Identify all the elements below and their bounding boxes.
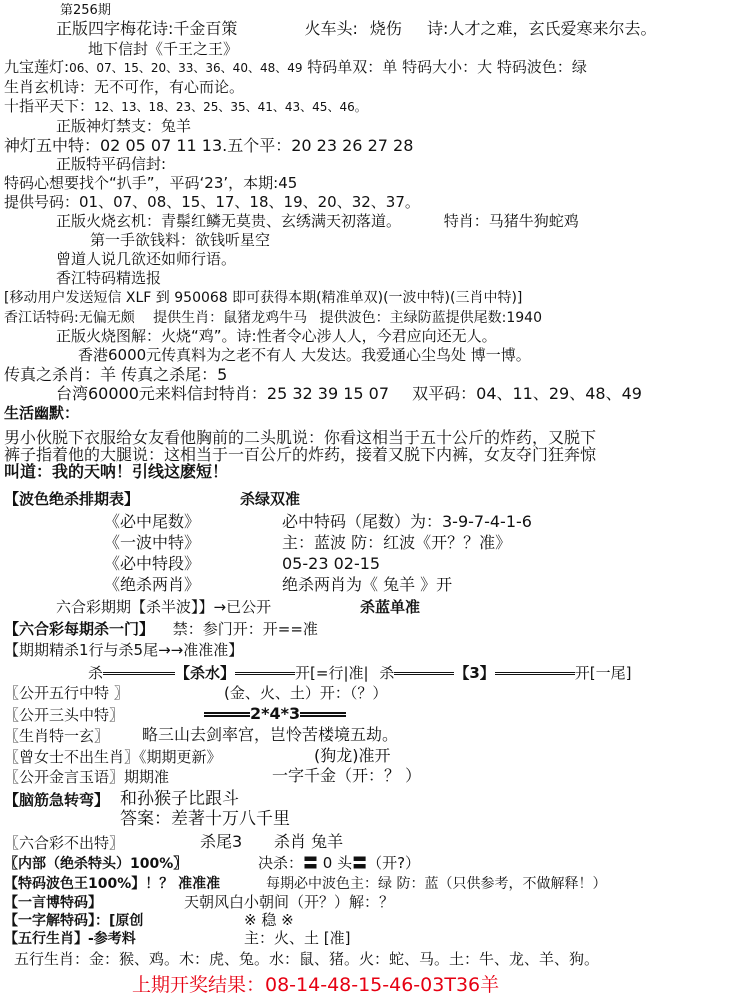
yizi-label: 【一字解特码】：[原创 — [4, 913, 144, 929]
bose-row-2-value: 主：蓝波 防：红波《开？？准》 — [282, 533, 512, 552]
wuxing-sx-label: 【五行生肖】-参考料 — [4, 931, 136, 947]
buchu-sha-wei: 杀尾3 — [200, 832, 243, 851]
yizi-value: ※ 稳 ※ — [244, 911, 294, 929]
yiyan-value: 天朝风白小朝间（开？）解：？ — [184, 893, 395, 911]
danshuang: 特码单双：单 — [307, 58, 398, 76]
shendeng-line: 神灯五中特：02 05 07 11 13.五个平：20 23 26 27 28 — [4, 136, 414, 155]
huayu: 香江话特码:无偏无颇 — [4, 310, 135, 326]
kai-wei: 开[一尾] — [574, 664, 632, 682]
bose-row-1-label: 《必中尾数》 — [104, 512, 201, 531]
huochetou-label: 火车头: — [304, 19, 358, 38]
tigong-bose: 提供波色：主绿防蓝提供尾数:1940 — [319, 310, 542, 326]
sha-bar-4 — [495, 672, 575, 675]
humor-line-3: 叫道：我的天呐！引线这麽短！ — [4, 462, 229, 481]
jiubao-label: 九宝莲灯: — [4, 58, 70, 76]
wang-label: 【特码波色王100%】！？ 准准准 — [4, 876, 221, 892]
sanxiao-value-line — [204, 706, 346, 722]
neibu-value: 决杀：〓 0 头〓（开?） — [258, 854, 421, 872]
liuhecai-qiqi-label: 六合彩期期【杀半波】】→已公开 — [56, 598, 272, 616]
sha-bar-3 — [394, 672, 454, 675]
huochetou-value: 烧伤 — [369, 19, 402, 38]
meihua-value: 千金百策 — [173, 19, 238, 38]
shizhi-numbers: 12、13、18、23、25、35、41、43、45、46。 — [94, 100, 367, 114]
poem-value: 人才之难，玄氏爱寒来尔去。 — [448, 19, 657, 38]
shendeng-jinzhi: 正版神灯禁支：兔羊 — [56, 117, 192, 135]
hk6000-line: 香港6000元传真料为之老不有人 大发达。我爱通心尘鸟处 博一博。 — [78, 346, 531, 364]
naojin-question: 和孙猴子比跟斗 — [120, 789, 239, 809]
bose-sha-title: 【波色绝杀排期表】 — [4, 490, 140, 508]
yimen-label: 【六合彩每期杀一门】 — [4, 620, 155, 638]
liuhecai-qiqi-value: 杀蓝单准 — [360, 598, 421, 616]
sanxiao-value: 2*4*3 — [250, 704, 301, 723]
taiwan-line — [56, 386, 642, 402]
sanxiao-bar-right — [300, 712, 346, 717]
sha-2: 杀 — [379, 664, 395, 682]
shashui: 【杀水】 — [175, 664, 236, 682]
yiyan-label: 【一言博特码】 — [4, 895, 102, 911]
sha-1: 杀 — [88, 664, 104, 682]
huoshao-line — [56, 214, 579, 229]
yimen-line — [4, 622, 318, 637]
humor-line-2: 裤子指着他的大腿说：这相当于一百公斤的炸药，接着又脱下内裤，女友夺门狂奔惊 — [4, 445, 597, 464]
buchu-sha-xiao: 杀肖 兔羊 — [274, 832, 344, 851]
meihua-label: 正版四字梅花诗: — [56, 19, 174, 38]
wuxing-list: 五行生肖：金：猴、鸡。木：虎、兔。水：鼠、猪。火：蛇、马。土：牛、龙、羊、狗。 — [14, 950, 600, 968]
humor-line-1: 男小伙脱下衣服给女友看他胸前的二头肌说：你看这相当于五十公斤的炸药，又脱下 — [4, 428, 597, 447]
jinyu-value: 一字千金（开：？ ） — [272, 766, 422, 785]
zengnvshi-label: 〖曾女士不出生肖〗《期期更新》 — [4, 748, 222, 766]
naojin-answer: 答案：差著十万八千里 — [120, 809, 290, 829]
bose-sha-title-value: 杀绿双准 — [240, 490, 301, 508]
jingsha-title: 【期期精杀1行与杀5尾→→准准准】 — [4, 641, 244, 659]
xuanji-poem: 生肖玄机诗：无不可作，有心而论。 — [4, 78, 245, 96]
tigong-shengxiao: 提供生肖：鼠猪龙鸡牛马 — [153, 310, 308, 326]
sanxiao-label: 〖公开三头中特〗 — [4, 706, 125, 724]
issue-number: 第256期 — [60, 3, 111, 18]
bose-row-4-label: 《绝杀两肖》 — [104, 575, 201, 594]
taiwan-texiao: 台湾60000元来料信封特肖：25 32 39 15 07 — [56, 384, 390, 403]
wang-value: 每期必中波色主：绿 防：蓝（只供参考，不做解释！） — [266, 876, 607, 892]
xianggang-huayu-line — [4, 311, 542, 325]
poem-label: 诗: — [427, 19, 449, 38]
shengxiao-tey-label: 〖生肖特一玄〗 — [4, 727, 110, 745]
jinyu-label: 〖公开金言玉语〗期期准 — [4, 768, 170, 786]
neibu-label: 〖内部（绝杀特头）100%〗 — [4, 856, 188, 872]
bose-row-3-label: 《必中特段》 — [104, 554, 201, 573]
sha-line — [88, 666, 632, 681]
xianggang-title: 香江特码精选报 — [56, 269, 162, 287]
dixia-envelope: 地下信封《千王之王》 — [88, 40, 239, 58]
humor-title: 生活幽默： — [4, 404, 80, 422]
sha-bar-2 — [235, 672, 295, 675]
qianliao-line: 第一手欲钱料：欲钱听星空 — [90, 231, 271, 249]
bose: 特码波色：绿 — [496, 58, 587, 76]
zengnvshi-value: (狗龙)准开 — [314, 746, 391, 765]
wuxing-zhongte-value: (金、火、土）开：（？） — [224, 684, 388, 702]
bose-row-4-value: 绝杀两肖为《 兔羊 》开 — [282, 575, 453, 594]
daxiao: 特码大小：大 — [402, 58, 493, 76]
wuxing-sx-value: 主：火、土 [准] — [244, 929, 351, 947]
sha-bar-1 — [103, 672, 175, 675]
jiubao-numbers: 06、07、15、20、33、36、40、48、49 — [69, 61, 303, 75]
num3: 【3】 — [454, 664, 495, 682]
shengxiao-tey-value: 略三山去剑率宫，岂怜苦楼境五劫。 — [142, 725, 399, 744]
naojin-label: 【脑筋急转弯】 — [4, 791, 110, 809]
shizhi-line — [4, 99, 367, 114]
jiubao-line — [4, 60, 587, 75]
tujie-line: 正版火烧图解：火烧“鸡”。诗:性者令心涉人人，今君应向还无人。 — [56, 327, 497, 345]
shizhi-label: 十指平天下： — [4, 97, 95, 115]
tepingma-title: 正版特平码信封: — [56, 155, 167, 173]
wuxing-zhongte-label: 〖公开五行中特 〗 — [4, 684, 129, 702]
bose-row-1-value: 必中特码（尾数）为：3-9-7-4-1-6 — [282, 512, 532, 531]
huoshao-xuanji: 正版火烧玄机：青鬃红鳞无莫贵、玄绣满天初落道。 — [56, 212, 402, 230]
yimen-value: 禁：参门开：开==准 — [172, 620, 318, 638]
taiwan-shuangping: 双平码：04、11、29、48、49 — [412, 384, 642, 403]
bose-row-2-label: 《一波中特》 — [104, 533, 201, 552]
xinxiang-line: 特码心想要找个“扒手”，平码‘23’，本期:45 — [4, 174, 298, 192]
bose-row-3-value: 05-23 02-15 — [282, 554, 381, 573]
kai-hang: 开[=行|准| — [295, 664, 369, 682]
chuanzhen-line: 传真之杀肖：羊 传真之杀尾：5 — [4, 365, 228, 384]
sms-line: [移动用户发送短信 XLF 到 950068 即可获得本期(精准单双)(一波中特)(三肖中特)] — [4, 290, 523, 306]
last-draw-result: 上期开奖结果：08-14-48-15-46-03T36羊 — [132, 974, 500, 996]
zengdao-line: 曾道人说几欲还如师行语。 — [56, 250, 237, 268]
meihua-line — [56, 21, 656, 37]
sanxiao-bar-left — [204, 712, 250, 717]
tigong-line: 提供号码：01、07、08、15、17、18、19、20、32、37。 — [4, 193, 420, 211]
huoshao-texiao: 特肖：马猪牛狗蛇鸡 — [443, 212, 579, 230]
buchu-label: 〖六合彩不出特〗 — [4, 834, 125, 852]
